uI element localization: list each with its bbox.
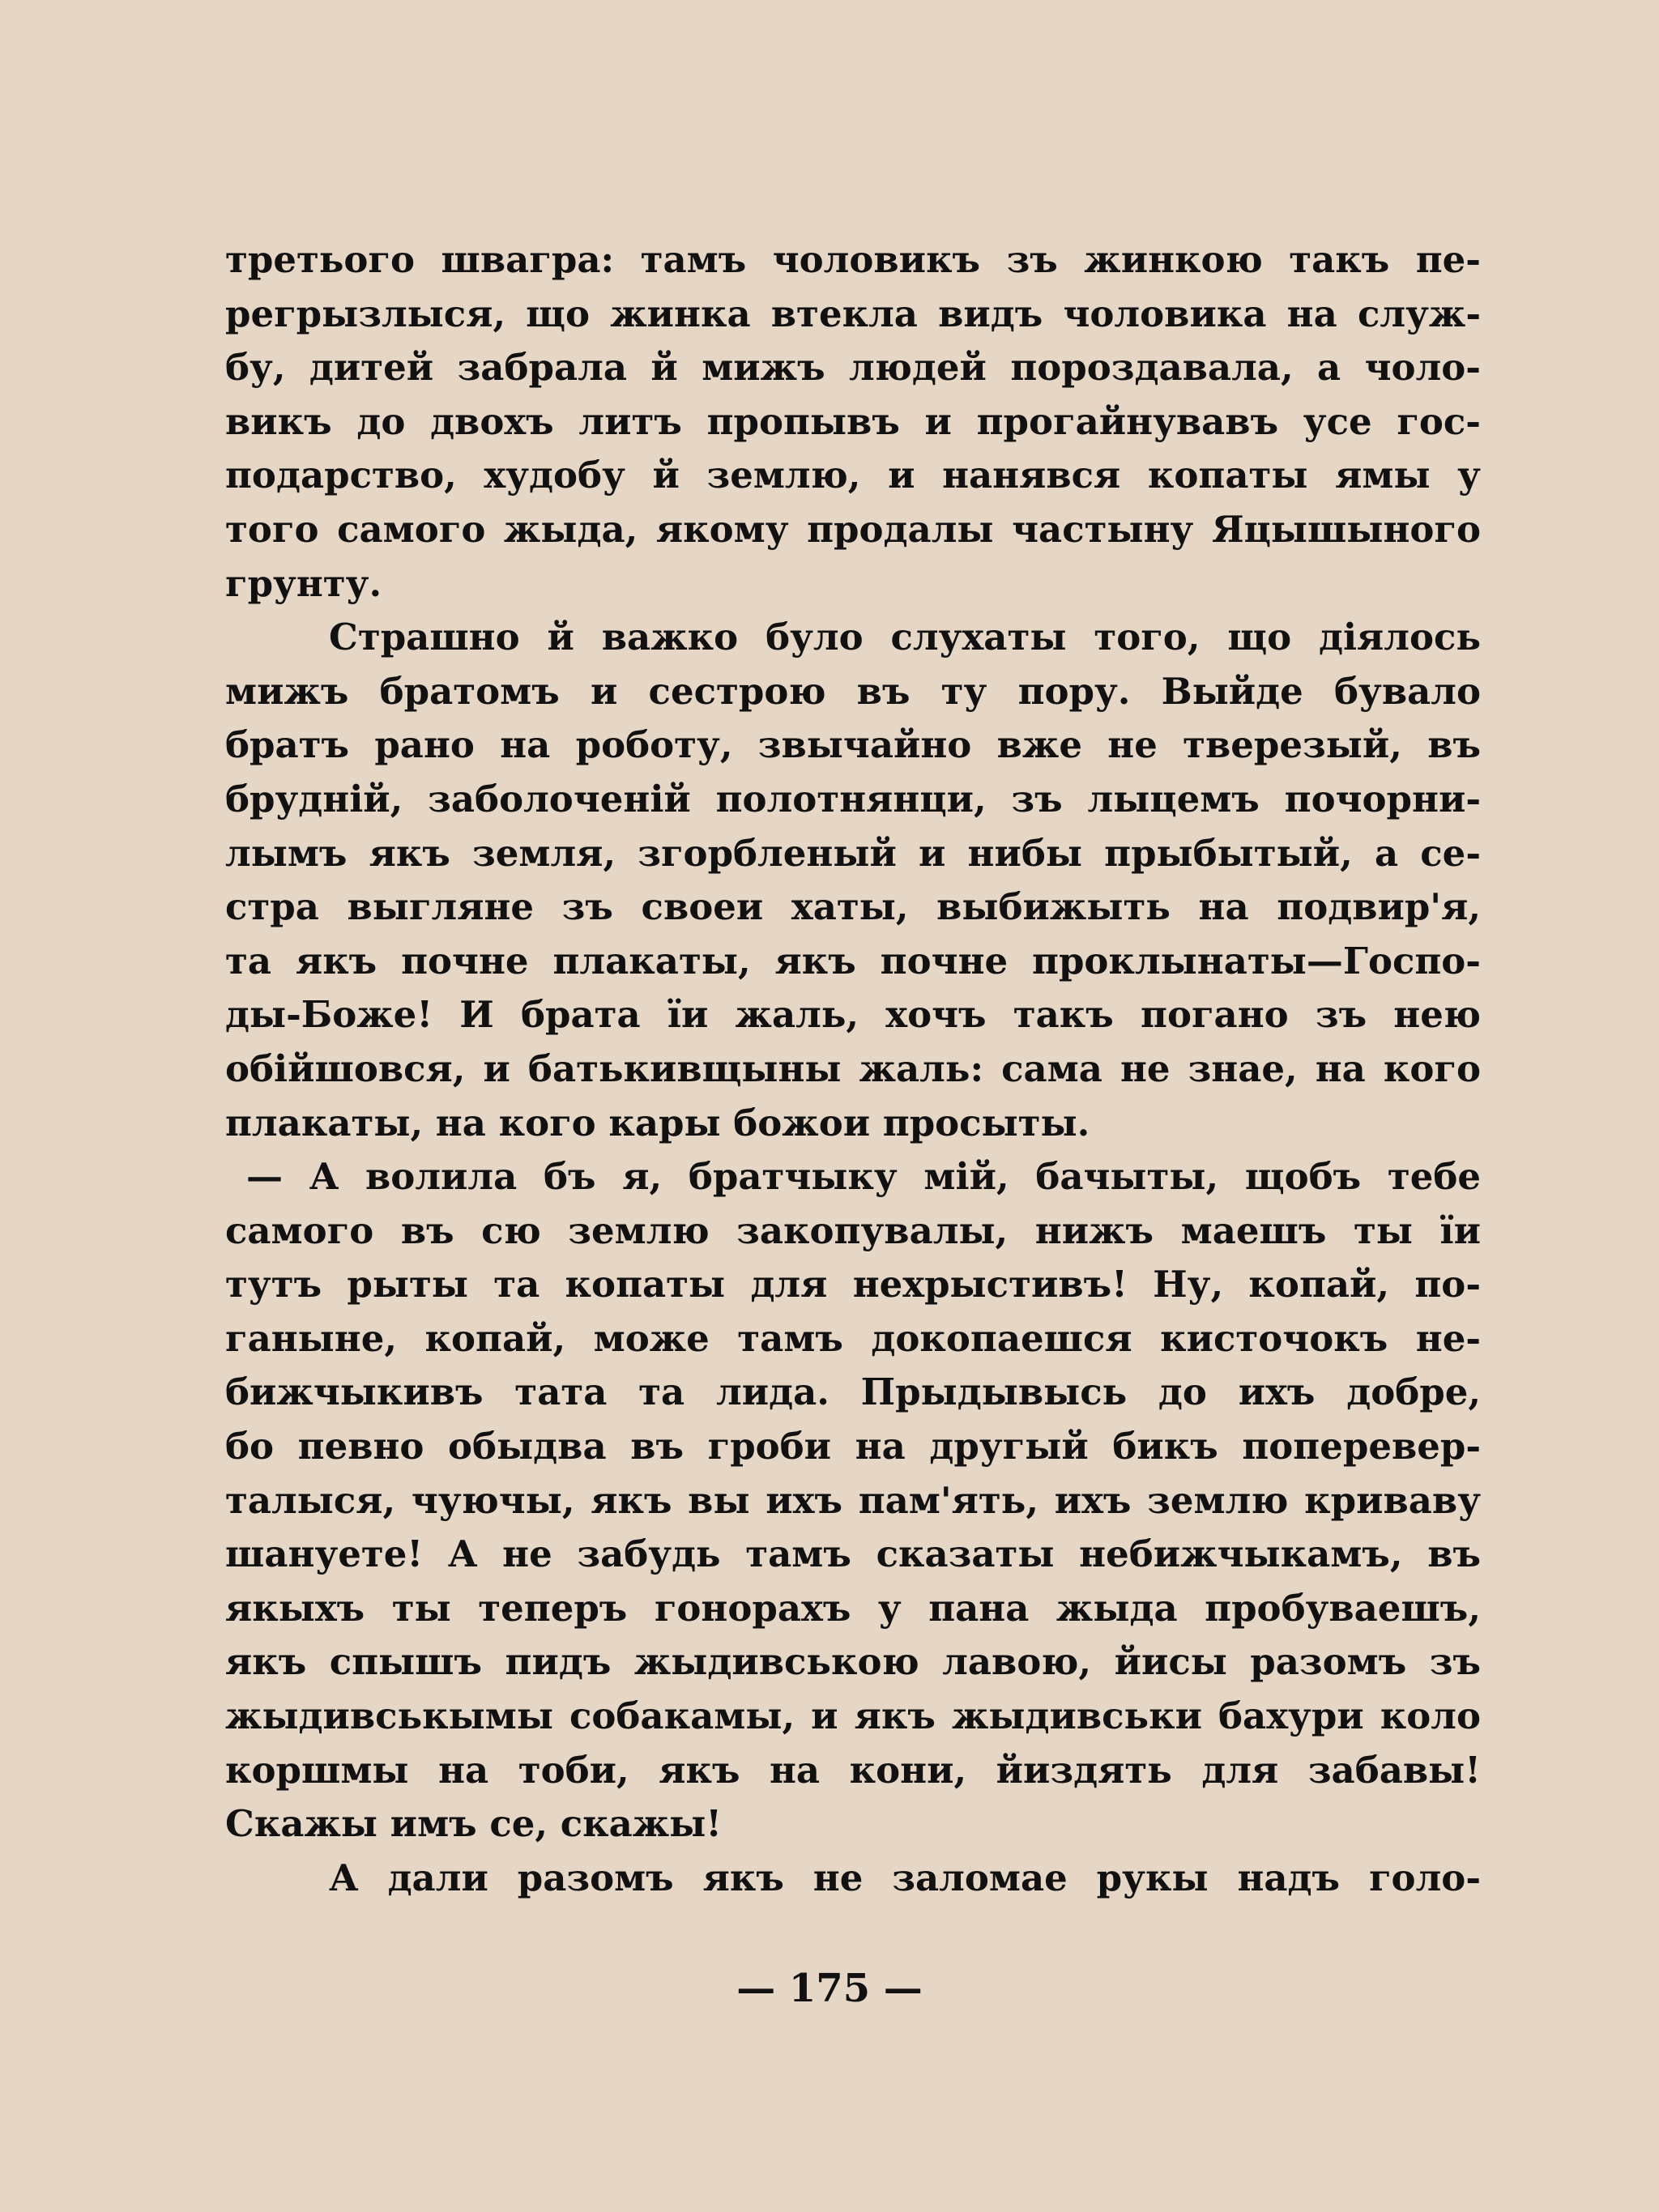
text-line: обійшовся, и батькивщыны жаль: сама не знае, на кого <box>225 1046 1481 1090</box>
text-line: бу, дитей забрала й мижъ людей пороздавала, а чоло- <box>225 346 1481 390</box>
page-number: — 175 — <box>736 1966 923 2011</box>
paragraph-start-line: А дали разомъ якъ не заломае рукы надъ голо- <box>329 1856 1481 1899</box>
text-line: жыдивськымы собакамы, и якъ жыдивськи бахури коло <box>225 1694 1481 1738</box>
paragraph-start-line: Страшно й важко було слухаты того, що діялось <box>329 616 1481 659</box>
text-line: ганыне, копай, може тамъ докопаешся кисточокъ не- <box>225 1316 1481 1360</box>
text-line: плакаты, на кого кары божои просыты. <box>225 1101 1090 1144</box>
text-line: ды-Боже! И брата ïи жаль, хочъ такъ погано зъ нею <box>225 993 1481 1037</box>
dialogue-start-line: — А волила бъ я, братчыку мій, бачыты, щобъ тебе <box>246 1155 1481 1199</box>
text-line: того самого жыда, якому продалы частыну Яцышыного <box>225 507 1481 551</box>
text-line: якъ спышъ пидъ жыдивськoю лавою, йисы разомъ зъ <box>225 1640 1481 1684</box>
text-line: братъ рано на роботу, звычайно вже не тверезый, въ <box>225 723 1481 767</box>
text-line: брудній, заболоченій полотнянци, зъ лыцемъ почорни- <box>225 777 1481 820</box>
text-line: третього швагра: тамъ чоловикъ зъ жинкою такъ пе- <box>225 238 1481 281</box>
text-line: якыхъ ты теперъ гонорахъ у пана жыда пробуваешъ, <box>225 1586 1481 1630</box>
body-text <box>225 233 1481 1905</box>
text-line: грунту. <box>225 561 382 605</box>
text-line: талыся, чуючы, якъ вы ихъ пам'ять, ихъ землю криваву <box>225 1478 1481 1522</box>
text-line: та якъ почне плакаты, якъ почне проклынаты—Госпо- <box>225 939 1481 982</box>
text-line: стра выгляне зъ своеи хаты, выбижыть на подвир'я, <box>225 885 1481 929</box>
text-line: самого въ сю землю закопувалы, нижъ маешъ ты ïи <box>225 1208 1481 1252</box>
text-line: мижъ братомъ и сестрою въ ту пору. Выйде бувало <box>225 669 1481 713</box>
text-line: регрызлыся, що жинка втекла видъ чоловика на служ- <box>225 292 1481 335</box>
text-line: тутъ рыты та копаты для нехрыстивъ! Ну, копай, по- <box>225 1263 1481 1306</box>
text-line: подарство, худобу й землю, и нанявся копаты ямы у <box>225 454 1481 497</box>
text-line: коршмы на тоби, якъ на кони, йиздять для забавы! <box>225 1748 1481 1792</box>
text-line: лымъ якъ земля, згорбленый и нибы прыбытый, а се- <box>225 831 1481 875</box>
text-line: Скажы имъ се, скажы! <box>225 1802 723 1846</box>
text-line: викъ до двохъ литъ пропывъ и прогайнувавъ усе гос- <box>225 399 1481 443</box>
text-line: бижчыкивъ тата та лида. Прыдывысь до ихъ добре, <box>225 1370 1481 1414</box>
text-line: бо певно обыдва въ гроби на другый бикъ поперевер- <box>225 1425 1481 1468</box>
text-line: шануете! А не забудь тамъ сказаты небижчыкамъ, въ <box>225 1532 1481 1576</box>
